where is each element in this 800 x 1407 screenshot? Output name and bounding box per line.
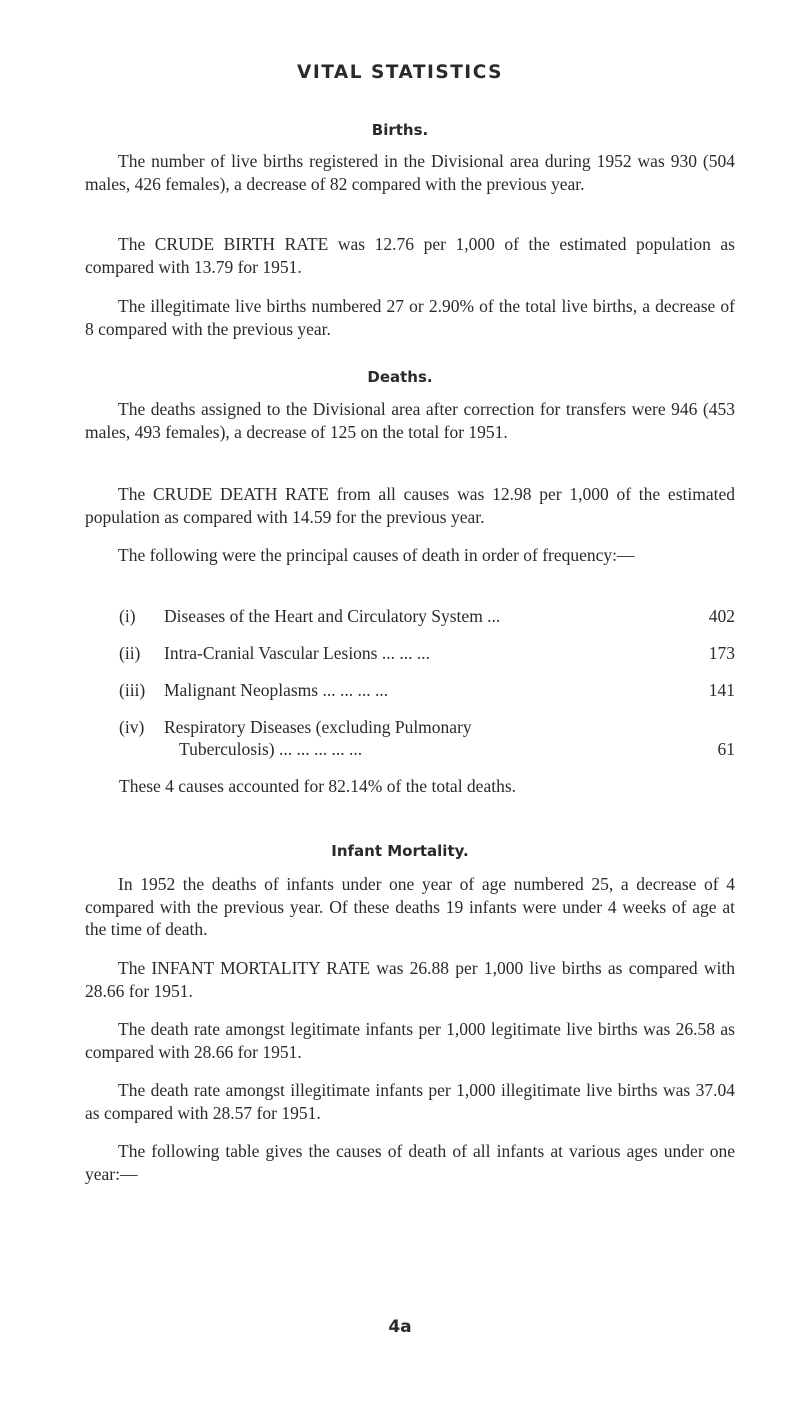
cause-text: Respiratory Diseases (excluding Pulmonary [164, 717, 472, 737]
cause-number: (iv) [119, 717, 145, 737]
cause-value: 402 [708, 606, 735, 626]
cause-text: Intra-Cranial Vascular Lesions ... ... ... [164, 643, 430, 663]
cause-text: Diseases of the Heart and Circulatory System ... [164, 606, 501, 626]
cause-value: 61 [717, 739, 735, 759]
births-paragraph-2: The CRUDE BIRTH RATE was 12.76 per 1,000 of the estimated population as compared with 13.79 for 1951. [85, 234, 735, 277]
deaths-paragraph-4: These 4 causes accounted for 82.14% of the total deaths. [119, 776, 517, 796]
cause-text-continued: Tuberculosis) ... ... ... ... ... [179, 739, 363, 759]
deaths-heading: Deaths. [367, 368, 433, 386]
deaths-paragraph-1: The deaths assigned to the Divisional area after correction for transfers were 946 (453 males, 493 females), a decrease of 125 on the total for 1951. [85, 399, 735, 442]
cause-number: (ii) [119, 643, 141, 663]
infant-paragraph-3: The death rate amongst legitimate infants per 1,000 legitimate live births was 26.58 as compared with 28.66 for 1951. [85, 1019, 735, 1062]
births-heading: Births. [371, 121, 429, 139]
infant-mortality-heading: Infant Mortality. [331, 842, 469, 860]
infant-paragraph-5: The following table gives the causes of death of all infants at various ages under one year:— [85, 1141, 735, 1184]
cause-row [119, 716, 735, 762]
cause-value: 173 [708, 643, 735, 663]
page-title: VITAL STATISTICS [297, 62, 503, 83]
infant-paragraph-4: The death rate amongst illegitimate infants per 1,000 illegitimate live births was 37.04 as compared with 28.57 for 1951. [85, 1080, 735, 1123]
births-paragraph-1: The number of live births registered in the Divisional area during 1952 was 930 (504 males, 426 females), a decrease of 82 compared with the previous year. [85, 151, 735, 194]
page-number: 4a [388, 1317, 412, 1337]
cause-text: Malignant Neoplasms ... ... ... ... [164, 680, 389, 700]
births-paragraph-3: The illegitimate live births numbered 27 or 2.90% of the total live births, a decrease of 8 compared with the previous year. [85, 296, 735, 339]
cause-number: (i) [119, 606, 136, 626]
deaths-paragraph-3: The following were the principal causes of death in order of frequency:— [118, 545, 635, 565]
infant-paragraph-1: In 1952 the deaths of infants under one year of age numbered 25, a decrease of 4 compared with the previous year. Of these deaths 19 infants were under 4 weeks of age at the time of death. [85, 874, 735, 939]
deaths-paragraph-2: The CRUDE DEATH RATE from all causes was 12.98 per 1,000 of the estimated population as compared with 14.59 for the previous year. [85, 484, 735, 527]
cause-number: (iii) [119, 680, 146, 700]
cause-value: 141 [708, 680, 735, 700]
infant-paragraph-2: The INFANT MORTALITY RATE was 26.88 per 1,000 live births as compared with 28.66 for 1951. [85, 958, 735, 1001]
